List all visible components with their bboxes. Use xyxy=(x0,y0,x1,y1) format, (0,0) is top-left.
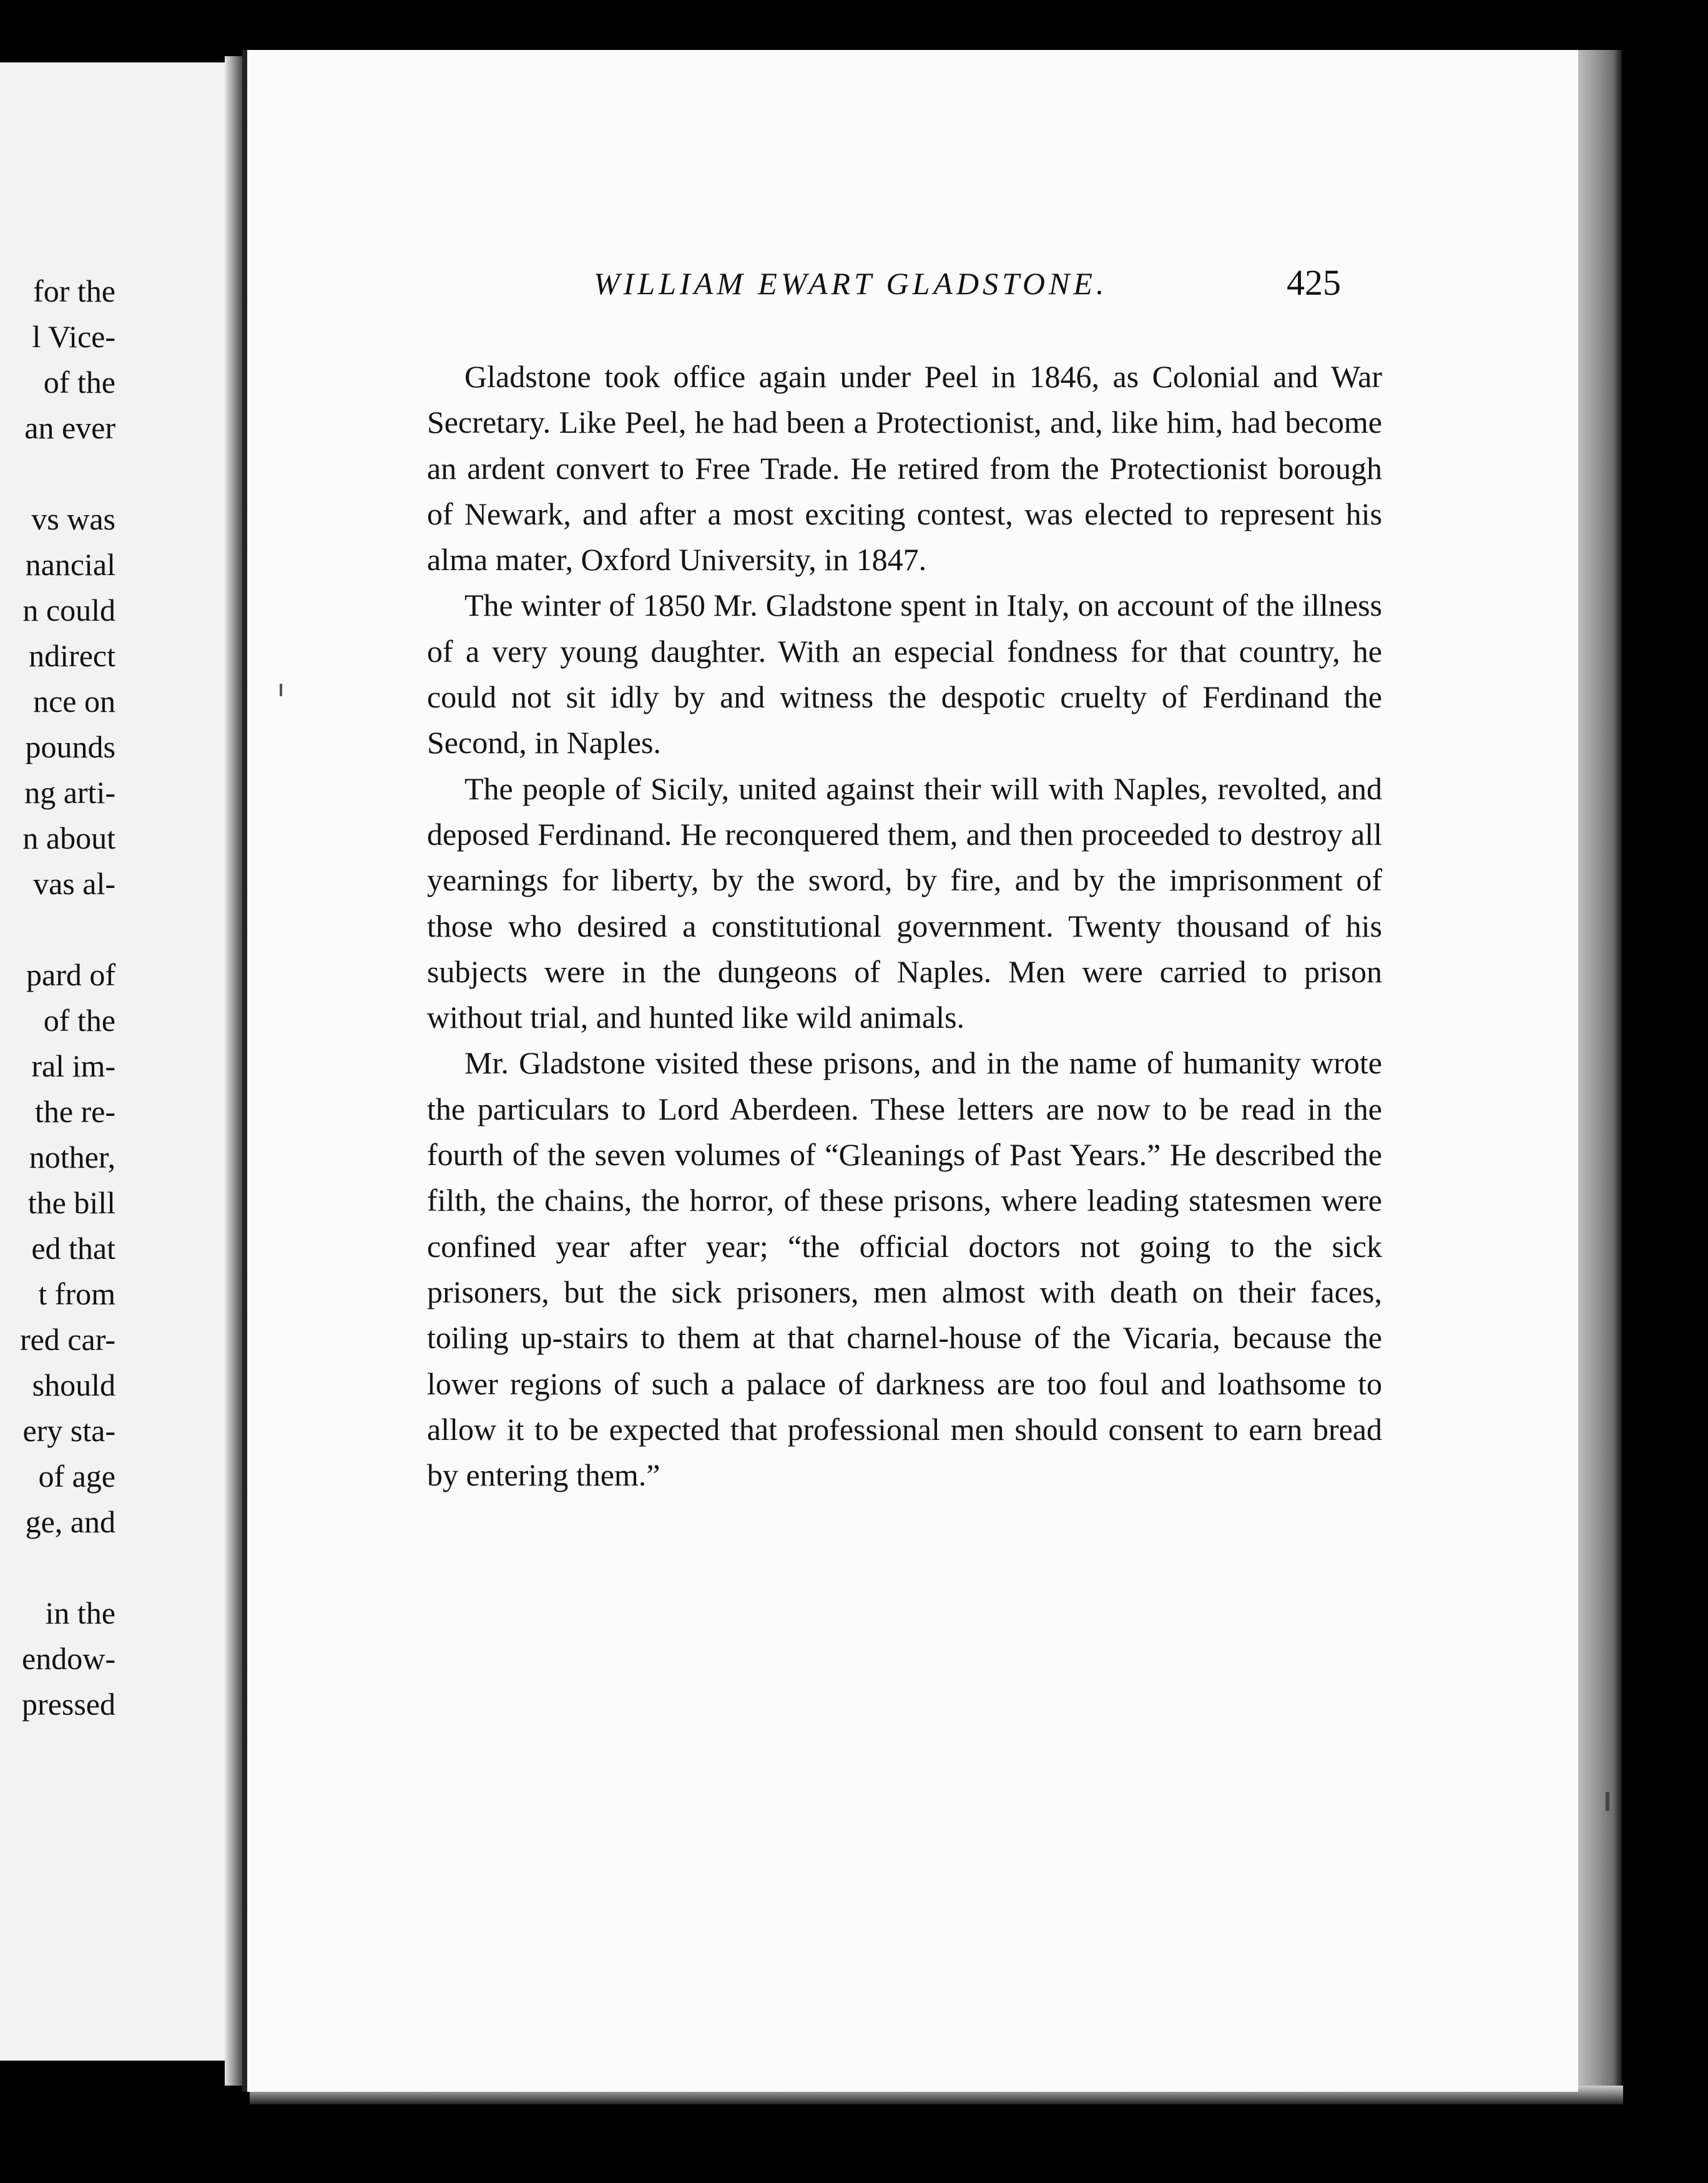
left-page-line: an ever xyxy=(24,410,115,445)
left-page-line: should xyxy=(32,1367,115,1402)
left-page-line: vs was xyxy=(31,501,115,536)
left-page-line: endow- xyxy=(22,1641,115,1676)
left-page-line: in the xyxy=(45,1595,115,1630)
left-page-line: pard of xyxy=(26,957,115,992)
right-page xyxy=(242,50,1578,2092)
paragraph: Mr. Gladstone visited these prisons, and in the name of humanity wrote the particulars to Lord Aberdeen. These letters are now to be read in the fourth of the seven volumes of “Gleanings of Past Years.” He described the filth, the chains, the horror, of these prisons, where leading statesmen were confined year after year; “the official doctors not going to the sick prisoners, but the sick prisoners, men almost with death on their faces, toiling up-stairs to them at that charnel-house of the Vicaria, because the lower regions of such a palace of darkness are too foul and loathsome to allow it to be expected that professional men should consent to earn bread by entering them.” xyxy=(427,1045,1382,1493)
left-page-line xyxy=(0,1545,115,1590)
paragraph: Gladstone took office again under Peel in 1846, as Colonial and War Secretary. Like Peel, he had been a Protectionist, and, like him, had become an ardent convert to Free Trade. He retired from the Protectionist borough of Newark, and after a most exciting contest, was elected to represent his alma mater, Oxford University, in 1847. xyxy=(427,359,1382,578)
left-page-line: ral im- xyxy=(31,1048,115,1083)
left-page-text-fragments xyxy=(0,269,115,1727)
running-head-title: WILLIAM EWART GLADSTONE. xyxy=(594,266,1108,301)
left-page-line: the re- xyxy=(34,1094,115,1129)
left-page-line: ng arti- xyxy=(24,775,115,810)
page-edges-right xyxy=(1578,50,1622,2092)
left-page-line: for the xyxy=(33,273,115,308)
left-facing-page xyxy=(0,62,234,2061)
left-page-line: nce on xyxy=(33,684,115,719)
body-text xyxy=(427,354,1382,1498)
stray-mark xyxy=(280,684,282,696)
left-page-line: the bill xyxy=(27,1185,115,1220)
running-head xyxy=(247,262,1583,315)
left-page-line: nancial xyxy=(25,547,115,582)
left-page-line xyxy=(0,451,115,496)
left-page-line: of the xyxy=(43,365,115,400)
left-page-line: ed that xyxy=(31,1231,115,1266)
left-page-line: red car- xyxy=(19,1322,115,1357)
paragraph: The winter of 1850 Mr. Gladstone spent in Italy, on account of the illness of a very young daughter. With an especial fondness for that country, he could not sit idly by and witness the despotic cruelty of Ferdinand the Second, in Naples. xyxy=(427,588,1382,761)
left-page-line: ge, and xyxy=(25,1504,115,1539)
left-page-line: t from xyxy=(38,1276,115,1311)
page-number: 425 xyxy=(1287,262,1341,303)
left-page-line: pounds xyxy=(25,729,115,764)
left-page-line: of age xyxy=(38,1459,115,1494)
left-page-line: n about xyxy=(22,820,115,855)
left-page-line: nother, xyxy=(29,1140,115,1175)
left-page-line xyxy=(0,907,115,952)
left-page-line: l Vice- xyxy=(32,319,115,354)
left-page-line: ery sta- xyxy=(22,1413,115,1448)
left-page-line: vas al- xyxy=(33,866,115,901)
stray-mark xyxy=(1606,1792,1609,1811)
left-page-line: ndirect xyxy=(29,638,115,673)
left-page-line: n could xyxy=(22,593,115,628)
left-page-line: of the xyxy=(43,1003,115,1038)
paragraph: The people of Sicily, united against their will with Naples, revolted, and deposed Ferdinand. He reconquered them, and then proceeded to destroy all yearnings for liberty, by the sword, by fire, and by the imprisonment of those who desired a constitutional government. Twenty thousand of his subjects were in the dungeons of Naples. Men were carried to prison without trial, and hunted like wild animals. xyxy=(427,771,1382,1035)
left-page-line: pressed xyxy=(22,1687,115,1722)
